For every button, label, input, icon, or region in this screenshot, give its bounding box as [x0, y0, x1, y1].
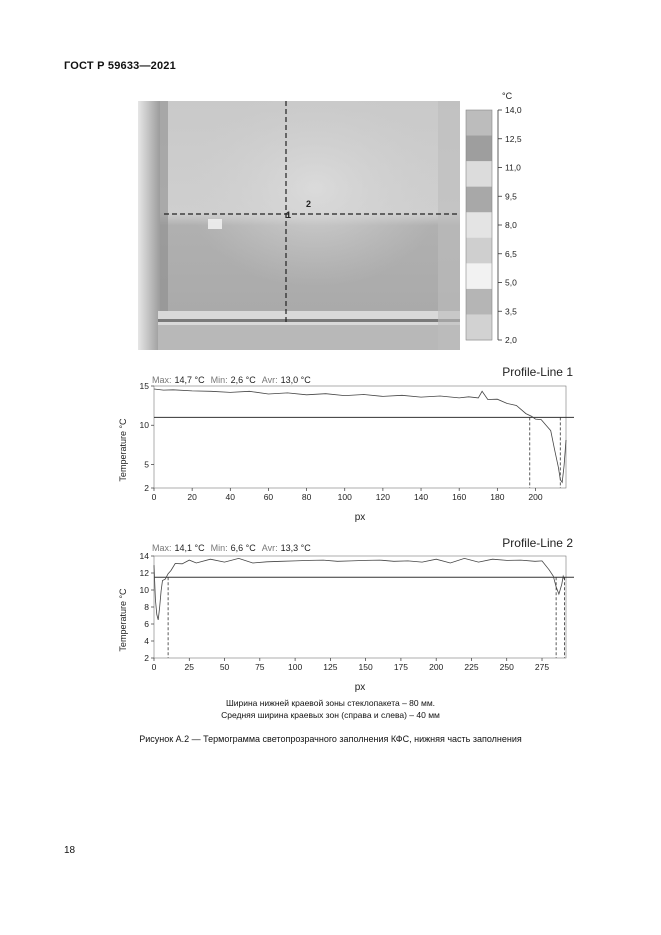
document-header: ГОСТ Р 59633—2021	[64, 60, 176, 72]
line-1-label: 1	[286, 210, 292, 220]
avr-label: Avr:	[261, 543, 278, 553]
y-tick-label: 14	[139, 551, 149, 561]
max-value: 14,7 °C	[174, 375, 205, 385]
profile-line-1-chart	[108, 362, 578, 522]
y-tick-label: 10	[139, 585, 149, 595]
line-2-label: 2	[306, 199, 312, 209]
max-value: 14,1 °C	[174, 543, 205, 553]
x-tick-label: 125	[323, 662, 338, 672]
min-label: Min:	[210, 543, 228, 553]
page-number: 18	[64, 845, 76, 856]
plot-frame	[154, 556, 566, 658]
max-label: Max:	[152, 375, 172, 385]
scale-tick-label: 9,5	[505, 191, 517, 202]
scale-segment	[466, 289, 492, 315]
x-tick-label: 120	[375, 492, 390, 502]
x-tick-label: 180	[490, 492, 505, 502]
scale-segment	[466, 238, 492, 264]
scale-segment	[466, 187, 492, 213]
x-tick-label: 200	[528, 492, 543, 502]
x-tick-label: 100	[288, 662, 303, 672]
profile2-ylabel: Temperature °C	[118, 588, 128, 652]
x-tick-label: 0	[151, 492, 157, 502]
x-tick-label: 160	[452, 492, 467, 502]
temperature-scale	[462, 90, 562, 352]
figure-caption: Рисунок А.2 — Термограмма светопрозрачного заполнения КФС, нижняя часть заполнения	[139, 734, 522, 744]
caption-line-2: Средняя ширина краевых зон (справа и слева) – 40 мм	[221, 710, 440, 720]
scale-tick-label: 11,0	[505, 162, 521, 173]
frame-left	[138, 101, 160, 350]
y-tick-label: 10	[139, 420, 149, 431]
x-tick-label: 25	[184, 662, 195, 672]
profile2-plot-area	[140, 551, 574, 672]
temperature-series-line	[154, 558, 565, 620]
thermogram-image	[138, 101, 460, 350]
y-tick-label: 5	[144, 459, 149, 470]
x-tick-label: 150	[358, 662, 373, 672]
x-tick-label: 0	[151, 662, 157, 672]
y-tick-label: 12	[139, 568, 149, 578]
scale-segment	[466, 314, 492, 340]
scale-segment	[466, 161, 492, 187]
scale-tick-label: 2,0	[505, 335, 517, 345]
x-tick-label: 275	[534, 662, 550, 672]
y-tick-label: 15	[139, 381, 149, 391]
x-tick-label: 50	[219, 662, 230, 672]
x-tick-label: 140	[413, 492, 429, 502]
x-tick-label: 20	[187, 492, 197, 502]
profile1-title: Profile-Line 1	[502, 365, 573, 379]
avr-value: 13,3 °C	[280, 543, 311, 553]
profile2-xlabel: px	[354, 682, 366, 693]
temperature-series-line	[154, 389, 566, 482]
scale-segment	[466, 212, 492, 238]
profile2-stats	[152, 543, 311, 553]
x-tick-label: 100	[337, 492, 352, 502]
x-tick-label: 80	[301, 492, 312, 502]
y-tick-label: 8	[144, 602, 149, 612]
caption-line-1: Ширина нижней краевой зоны стеклопакета – 80 мм.	[225, 698, 436, 708]
profile1-xlabel: px	[354, 512, 366, 522]
profile1-stats	[152, 375, 311, 385]
x-tick-label: 40	[225, 492, 236, 502]
scale-bar	[466, 110, 492, 341]
scale-tick-label: 14,0	[505, 105, 522, 115]
scale-segment	[466, 263, 492, 289]
y-tick-label: 2	[144, 483, 149, 493]
min-value: 6,6 °C	[230, 543, 256, 553]
scale-tick-label: 12,5	[505, 133, 522, 144]
profile-line-2-chart	[108, 534, 578, 694]
scale-segment	[466, 136, 492, 162]
scale-segment	[466, 110, 492, 136]
min-label: Min:	[210, 375, 228, 385]
scale-tick-label: 5,0	[505, 277, 517, 288]
x-tick-label: 250	[499, 662, 514, 672]
y-tick-label: 6	[144, 619, 149, 629]
scale-tick-label: 3,5	[505, 306, 517, 317]
avr-value: 13,0 °C	[280, 375, 311, 385]
x-tick-label: 75	[255, 662, 265, 672]
x-tick-label: 200	[429, 662, 444, 672]
x-tick-label: 225	[464, 662, 479, 672]
x-tick-label: 175	[393, 662, 409, 672]
plot-frame	[154, 386, 566, 488]
min-value: 2,6 °C	[230, 375, 256, 385]
scale-tick-label: 8,0	[505, 220, 517, 230]
y-tick-label: 2	[144, 653, 149, 663]
x-tick-label: 60	[263, 492, 274, 502]
profile1-ylabel: Temperature °C	[118, 418, 128, 482]
scale-unit: °C	[502, 91, 513, 101]
max-label: Max:	[152, 543, 172, 553]
y-tick-label: 4	[144, 636, 149, 646]
scale-tick-label: 6,5	[505, 248, 517, 259]
profile2-title: Profile-Line 2	[502, 536, 573, 550]
avr-label: Avr:	[261, 375, 278, 385]
profile1-plot-area	[140, 381, 574, 502]
